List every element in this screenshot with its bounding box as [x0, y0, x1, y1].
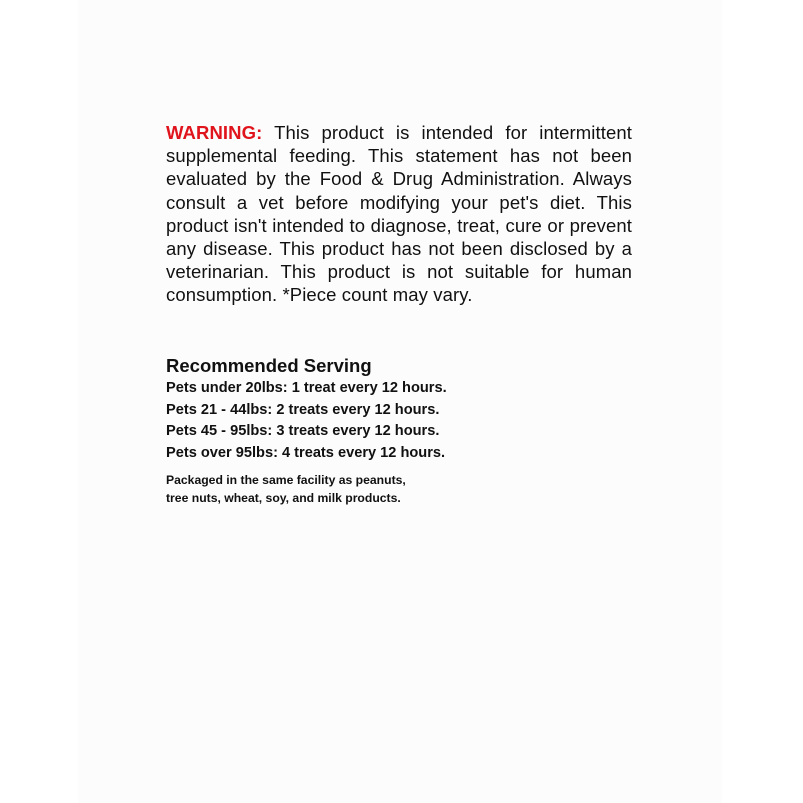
warning-paragraph — [166, 121, 632, 307]
serving-item-45-95: Pets 45 - 95lbs: 3 treats every 12 hours. — [166, 423, 440, 440]
facility-note — [166, 472, 486, 507]
warning-label: WARNING: — [166, 122, 263, 143]
facility-note-line-1: Packaged in the same facility as peanuts, — [166, 473, 406, 487]
serving-item-over-95: Pets over 95lbs: 4 treats every 12 hours. — [166, 444, 446, 461]
serving-item-under-20: Pets under 20lbs: 1 treat every 12 hours. — [166, 380, 447, 396]
warning-text: This product is intended for intermittent supplemental feeding. This statement has not been evaluated by the Food & Drug Administration. Always consult a vet before modifying your pet's diet. This product isn't intended to diagnose, treat, cure or prevent any disease. This product has not been disclosed by a veterinarian. This product is not suitable for human consumption. *Piece count may vary. — [166, 122, 632, 306]
serving-title: Recommended Serving — [166, 355, 372, 376]
serving-list — [166, 378, 447, 464]
facility-note-line-2: tree nuts, wheat, soy, and milk products. — [166, 490, 401, 505]
serving-item-21-44: Pets 21 - 44lbs: 2 treats every 12 hours. — [166, 401, 440, 418]
